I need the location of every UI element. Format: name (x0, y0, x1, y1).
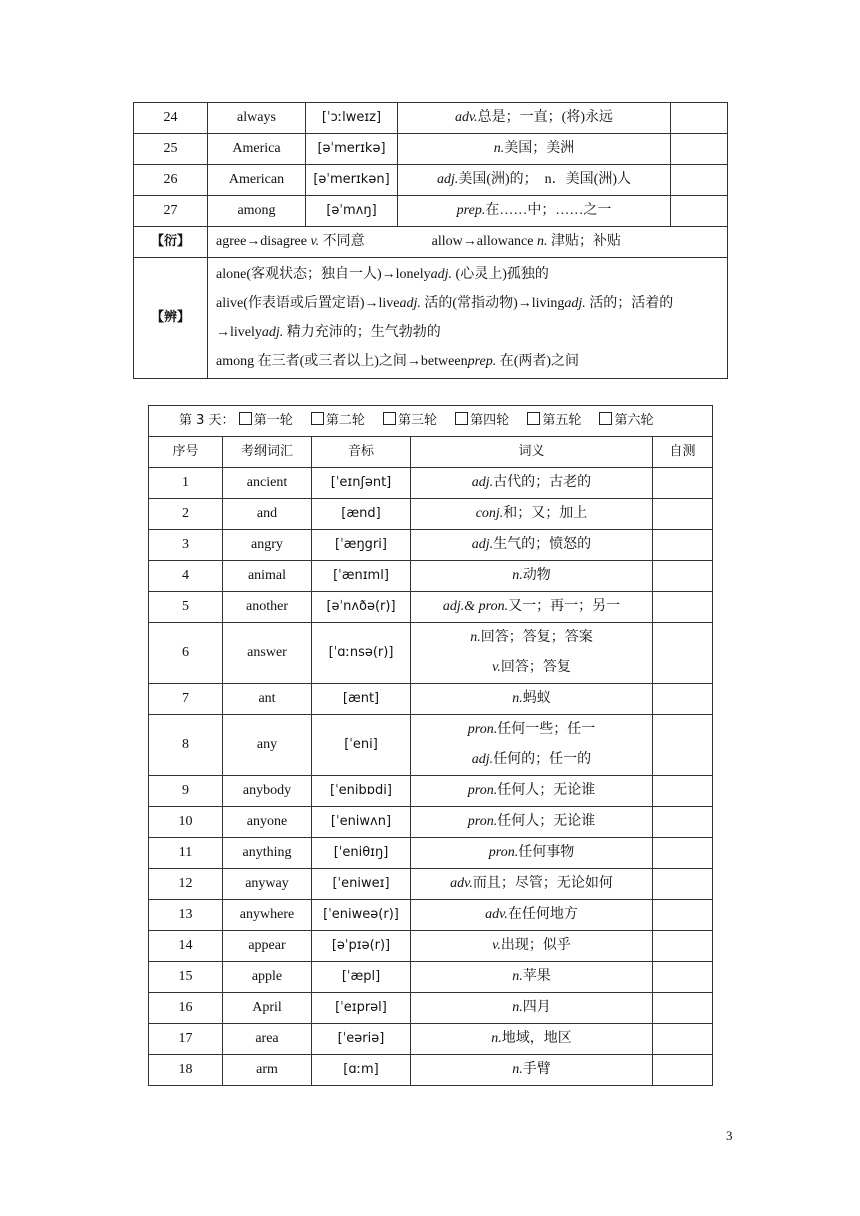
table-row (149, 838, 713, 869)
row-number: 26 (134, 165, 208, 196)
self-test-cell[interactable] (653, 623, 713, 684)
phonetic: [ˈæpl] (312, 962, 411, 993)
self-test-cell[interactable] (653, 592, 713, 623)
derivation-word-1: agree→disagree (216, 234, 307, 249)
definition: 总是；一直；(将)永远 (477, 110, 613, 125)
part-of-speech: conj. (475, 506, 504, 521)
word: always (208, 103, 306, 134)
meaning (411, 623, 653, 684)
meaning (411, 900, 653, 931)
row-number: 5 (149, 592, 223, 623)
word: apple (223, 962, 312, 993)
meaning (411, 499, 653, 530)
table-row (134, 103, 728, 134)
table-row (149, 468, 713, 499)
table-row (149, 530, 713, 561)
distinguish-line: alive(作表语或后置定语)→liveadj. 活的(常指动物)→livingadj. 活的；活着的 (216, 296, 674, 311)
round-checkbox[interactable]: 第六轮 (599, 413, 653, 428)
row-number: 25 (134, 134, 208, 165)
definition-line (415, 653, 648, 683)
phonetic: [ɑːm] (312, 1055, 411, 1086)
part-of-speech: v. (492, 660, 501, 675)
row-number: 9 (149, 776, 223, 807)
row-number: 18 (149, 1055, 223, 1086)
self-test-cell[interactable] (653, 931, 713, 962)
meaning (411, 468, 653, 499)
day-vocab-table-body (149, 406, 713, 1086)
definition: 生气的；愤怒的 (493, 537, 592, 552)
definition-line (415, 592, 648, 622)
part-of-speech: n. (512, 1000, 523, 1015)
day-vocab-table (148, 405, 713, 1086)
definition-line (415, 1024, 648, 1054)
definition: 古代的；古老的 (493, 475, 592, 490)
definition: 动物 (522, 568, 551, 583)
header-self-test: 自测 (653, 437, 713, 468)
checkbox-icon[interactable] (455, 412, 468, 425)
distinguish-line: alone(客观状态；独自一人)→lonelyadj. (心灵上)孤独的 (216, 267, 549, 282)
part-of-speech: pron. (467, 814, 498, 829)
phonetic: [əˈpɪə(r)] (312, 931, 411, 962)
part-of-speech: n. (512, 1062, 523, 1077)
self-test-cell[interactable] (671, 196, 728, 227)
row-number: 3 (149, 530, 223, 561)
meaning (411, 776, 653, 807)
checkbox-icon[interactable] (239, 412, 252, 425)
row-number: 12 (149, 869, 223, 900)
definition-line (415, 623, 648, 653)
part-of-speech: adj. (436, 172, 459, 187)
phonetic: [ˈeɪprəl] (312, 993, 411, 1024)
word: anyone (223, 807, 312, 838)
self-test-cell[interactable] (653, 807, 713, 838)
word: answer (223, 623, 312, 684)
self-test-cell[interactable] (653, 684, 713, 715)
definition: 手臂 (522, 1062, 551, 1077)
meaning (411, 962, 653, 993)
distinguish-line: among 在三者(或三者以上)之间→betweenprep. 在(两者)之间 (216, 354, 580, 369)
phonetic: [ˈeɪnʃənt] (312, 468, 411, 499)
definition-line (415, 838, 648, 868)
row-number: 10 (149, 807, 223, 838)
part-of-speech: adv. (454, 110, 478, 125)
definition: 任何人；无论谁 (497, 783, 596, 798)
phonetic: [ˈeniweə(r)] (312, 900, 411, 931)
word: arm (223, 1055, 312, 1086)
self-test-cell[interactable] (653, 1055, 713, 1086)
self-test-cell[interactable] (653, 900, 713, 931)
table-row (149, 561, 713, 592)
part-of-speech: n. (470, 630, 481, 645)
definition-line (415, 776, 648, 806)
part-of-speech: v. (310, 234, 320, 249)
day-title (149, 406, 713, 437)
table-row (149, 684, 713, 715)
derivation-word-2: allow→allowance (431, 234, 534, 249)
table-row (149, 499, 713, 530)
word: area (223, 1024, 312, 1055)
self-test-cell[interactable] (653, 838, 713, 869)
definition: 苹果 (522, 969, 551, 984)
part-of-speech: adv. (485, 907, 508, 922)
meaning (398, 134, 671, 165)
definition-line (415, 530, 648, 560)
word: angry (223, 530, 312, 561)
part-of-speech: n. (512, 969, 523, 984)
part-of-speech: pron. (467, 783, 498, 798)
definition: 和；又；加上 (503, 506, 588, 521)
distinguish-line: →livelyadj. 精力充沛的；生气勃勃的 (216, 325, 441, 340)
meaning (411, 807, 653, 838)
meaning (398, 103, 671, 134)
row-number: 16 (149, 993, 223, 1024)
distinguish-row (134, 258, 728, 379)
part-of-speech: n. (537, 234, 548, 249)
derivation-note (208, 227, 728, 258)
row-number: 1 (149, 468, 223, 499)
round-checkbox[interactable]: 第五轮 (527, 413, 581, 428)
row-number: 2 (149, 499, 223, 530)
self-test-cell[interactable] (653, 869, 713, 900)
self-test-cell[interactable] (653, 530, 713, 561)
definition-line (415, 499, 648, 529)
definition: 地域，地区 (501, 1031, 572, 1046)
derivation-def-2: 津贴；补贴 (547, 234, 621, 249)
vocab-table-continued-body (134, 103, 728, 379)
meaning (411, 715, 653, 776)
part-of-speech: n. (491, 1031, 502, 1046)
table-row (149, 900, 713, 931)
definition: 美国；美洲 (504, 141, 575, 156)
day-label: 第 3 天： (179, 413, 235, 428)
word: appear (223, 931, 312, 962)
phonetic: [ˈænɪml] (312, 561, 411, 592)
word: ant (223, 684, 312, 715)
word: among (208, 196, 306, 227)
header-row (149, 437, 713, 468)
word: anybody (223, 776, 312, 807)
self-test-cell[interactable] (671, 165, 728, 196)
phonetic: [ˈeniθɪŋ] (312, 838, 411, 869)
part-of-speech: pron. (488, 845, 519, 860)
row-number: 15 (149, 962, 223, 993)
table-row (134, 196, 728, 227)
checkbox-icon[interactable] (311, 412, 324, 425)
phonetic: [ænd] (312, 499, 411, 530)
phonetic: [ænt] (312, 684, 411, 715)
part-of-speech: adj. (471, 752, 494, 767)
definition-line (415, 931, 648, 961)
header-word: 考纲词汇 (223, 437, 312, 468)
row-number: 11 (149, 838, 223, 869)
round-checkbox[interactable]: 第二轮 (311, 413, 365, 428)
self-test-cell[interactable] (653, 715, 713, 776)
definition-line (415, 900, 648, 930)
phonetic: [ˈɔːlweɪz] (306, 103, 398, 134)
word: another (223, 592, 312, 623)
row-number: 14 (149, 931, 223, 962)
meaning (411, 684, 653, 715)
phonetic: [ˈɑːnsə(r)] (312, 623, 411, 684)
row-number: 13 (149, 900, 223, 931)
phonetic: [ˈeniweɪ] (312, 869, 411, 900)
table-row (149, 993, 713, 1024)
definition-line (415, 468, 648, 498)
meaning (411, 869, 653, 900)
row-number: 4 (149, 561, 223, 592)
definition-line (415, 993, 648, 1023)
self-test-cell[interactable] (671, 103, 728, 134)
part-of-speech: v. (492, 938, 501, 953)
row-number: 24 (134, 103, 208, 134)
word: and (223, 499, 312, 530)
definition-line (415, 561, 648, 591)
header-no: 序号 (149, 437, 223, 468)
phonetic: [ˈeni] (312, 715, 411, 776)
derivation-def-1: 不同意 (319, 234, 365, 249)
word: anyway (223, 869, 312, 900)
word: anywhere (223, 900, 312, 931)
definition-line (415, 869, 648, 899)
word: any (223, 715, 312, 776)
phonetic: [ˈæŋgri] (312, 530, 411, 561)
definition: 出现；似乎 (500, 938, 571, 953)
definition: 任何的；任一的 (493, 752, 592, 767)
table-row (149, 1055, 713, 1086)
part-of-speech: adj. (471, 537, 494, 552)
definition: 而且；尽管；无论如何 (472, 876, 613, 891)
distinguish-note (208, 258, 728, 379)
word: American (208, 165, 306, 196)
meaning (398, 165, 671, 196)
table-row (149, 962, 713, 993)
self-test-cell[interactable] (653, 468, 713, 499)
table-row (134, 134, 728, 165)
derivation-row (134, 227, 728, 258)
round-checkbox[interactable]: 第一轮 (239, 413, 293, 428)
definition-line (415, 684, 648, 714)
definition-line (415, 807, 648, 837)
word: April (223, 993, 312, 1024)
checkbox-icon[interactable] (383, 412, 396, 425)
phonetic: [əˈmʌŋ] (306, 196, 398, 227)
definition: 任何一些；任一 (497, 722, 596, 737)
self-test-cell[interactable] (653, 776, 713, 807)
header-ipa: 音标 (312, 437, 411, 468)
definition: 任何事物 (518, 845, 575, 860)
header-meaning: 词义 (411, 437, 653, 468)
definition: 又一；再一；另一 (508, 599, 621, 614)
part-of-speech: n. (493, 141, 505, 156)
phonetic: [əˈnʌðə(r)] (312, 592, 411, 623)
phonetic: [əˈmerɪkən] (306, 165, 398, 196)
meaning (411, 592, 653, 623)
distinguish-label: 【辨】 (134, 258, 208, 379)
row-number: 8 (149, 715, 223, 776)
phonetic: [əˈmerɪkə] (306, 134, 398, 165)
vocab-table-continued (133, 102, 728, 379)
definition-line (415, 962, 648, 992)
word: ancient (223, 468, 312, 499)
table-row (149, 869, 713, 900)
table-row (149, 807, 713, 838)
word: animal (223, 561, 312, 592)
table-row (149, 1024, 713, 1055)
part-of-speech: adj. (471, 475, 494, 490)
meaning (411, 1055, 653, 1086)
row-number: 6 (149, 623, 223, 684)
table-row (149, 931, 713, 962)
table-row (149, 776, 713, 807)
row-number: 7 (149, 684, 223, 715)
round-checkbox[interactable]: 第三轮 (383, 413, 437, 428)
part-of-speech: n. (512, 568, 523, 583)
checkbox-icon[interactable] (527, 412, 540, 425)
definition: 在任何地方 (507, 907, 578, 922)
self-test-cell[interactable] (653, 499, 713, 530)
day-title-row (149, 406, 713, 437)
word: America (208, 134, 306, 165)
definition: 四月 (522, 1000, 551, 1015)
definition: 回答；答复 (500, 660, 571, 675)
word: anything (223, 838, 312, 869)
part-of-speech: pron. (467, 722, 498, 737)
phonetic: [ˈenibɒdi] (312, 776, 411, 807)
definition: 回答；答复；答案 (480, 630, 593, 645)
meaning (411, 838, 653, 869)
meaning (411, 561, 653, 592)
definition-line (415, 1055, 648, 1085)
part-of-speech: prep. (456, 203, 486, 218)
self-test-cell[interactable] (671, 134, 728, 165)
part-of-speech: n. (512, 691, 523, 706)
definition: 在……中；……之一 (485, 203, 612, 218)
table-row (149, 623, 713, 684)
derivation-label: 【衍】 (134, 227, 208, 258)
meaning (411, 931, 653, 962)
definition: 任何人；无论谁 (497, 814, 596, 829)
definition-line (415, 745, 648, 775)
table-row (149, 715, 713, 776)
table-row (149, 592, 713, 623)
definition-line (415, 715, 648, 745)
checkbox-icon[interactable] (599, 412, 612, 425)
self-test-cell[interactable] (653, 561, 713, 592)
self-test-cell[interactable] (653, 962, 713, 993)
meaning (411, 1024, 653, 1055)
row-number: 17 (149, 1024, 223, 1055)
meaning (411, 530, 653, 561)
phonetic: [ˈeəriə] (312, 1024, 411, 1055)
definition: 蚂蚁 (522, 691, 551, 706)
round-checkbox[interactable]: 第四轮 (455, 413, 509, 428)
row-number: 27 (134, 196, 208, 227)
part-of-speech: adj.& pron. (442, 599, 509, 614)
table-row (134, 165, 728, 196)
self-test-cell[interactable] (653, 993, 713, 1024)
page-number: 3 (726, 1128, 733, 1143)
part-of-speech: adv. (450, 876, 473, 891)
meaning (411, 993, 653, 1024)
meaning (398, 196, 671, 227)
definition: 美国(洲)的； n．美国(洲)人 (458, 172, 632, 187)
phonetic: [ˈeniwʌn] (312, 807, 411, 838)
self-test-cell[interactable] (653, 1024, 713, 1055)
